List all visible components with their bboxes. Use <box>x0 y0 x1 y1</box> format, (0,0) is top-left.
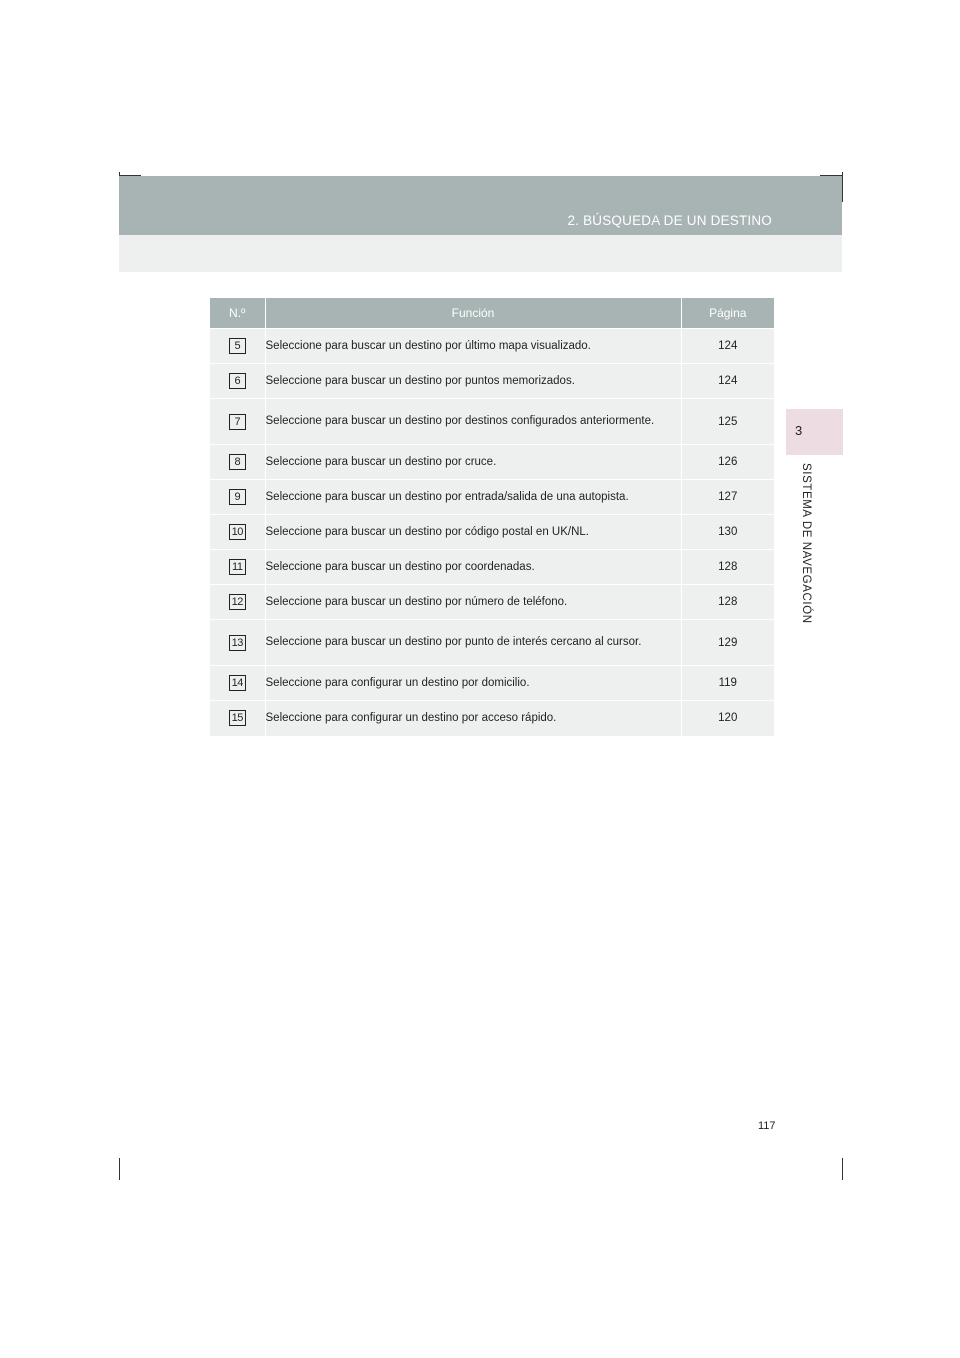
page-number: 117 <box>758 1120 776 1132</box>
item-number-box: 12 <box>229 594 246 610</box>
function-cell: Seleccione para buscar un destino por coordenadas. <box>265 550 681 585</box>
function-cell: Seleccione para configurar un destino por domicilio. <box>265 666 681 701</box>
item-number-box: 11 <box>229 559 246 575</box>
item-number-box: 9 <box>229 489 246 505</box>
section-title: 2. BÚSQUEDA DE UN DESTINO <box>567 213 772 228</box>
page-cell: 129 <box>681 620 774 666</box>
table-row <box>210 364 774 399</box>
table-row <box>210 480 774 515</box>
crop-mark <box>842 172 843 202</box>
page-cell: 128 <box>681 585 774 620</box>
table-row <box>210 445 774 480</box>
function-cell: Seleccione para buscar un destino por cruce. <box>265 445 681 480</box>
function-cell: Seleccione para buscar un destino por último mapa visualizado. <box>265 329 681 364</box>
crop-mark <box>842 1158 843 1180</box>
section-header <box>119 176 842 235</box>
table-row <box>210 399 774 445</box>
header-subband <box>119 235 842 272</box>
crop-mark <box>119 1158 120 1180</box>
header-no: N.º <box>210 298 265 329</box>
item-number-box: 5 <box>229 338 246 354</box>
chapter-number: 3 <box>795 423 803 438</box>
function-cell: Seleccione para buscar un destino por punto de interés cercano al cursor. <box>265 620 681 666</box>
page-cell: 127 <box>681 480 774 515</box>
table-header-row <box>210 298 774 329</box>
table-row <box>210 550 774 585</box>
header-page: Página <box>681 298 774 329</box>
table-row <box>210 620 774 666</box>
page-cell: 125 <box>681 399 774 445</box>
function-cell: Seleccione para configurar un destino por acceso rápido. <box>265 701 681 736</box>
page-cell: 119 <box>681 666 774 701</box>
page-cell: 128 <box>681 550 774 585</box>
function-table <box>210 298 774 736</box>
function-cell: Seleccione para buscar un destino por puntos memorizados. <box>265 364 681 399</box>
item-number-box: 14 <box>229 675 246 691</box>
chapter-label: SISTEMA DE NAVEGACIÓN <box>800 463 812 624</box>
function-cell: Seleccione para buscar un destino por entrada/salida de una autopista. <box>265 480 681 515</box>
item-number-box: 6 <box>229 373 246 389</box>
page-cell: 130 <box>681 515 774 550</box>
function-cell: Seleccione para buscar un destino por código postal en UK/NL. <box>265 515 681 550</box>
table-row <box>210 329 774 364</box>
table-row <box>210 701 774 736</box>
item-number-box: 7 <box>229 414 246 430</box>
item-number-box: 10 <box>229 524 246 540</box>
function-cell: Seleccione para buscar un destino por destinos configurados anteriormente. <box>265 399 681 445</box>
table-row <box>210 585 774 620</box>
item-number-box: 15 <box>229 710 246 726</box>
page-cell: 126 <box>681 445 774 480</box>
function-cell: Seleccione para buscar un destino por número de teléfono. <box>265 585 681 620</box>
page-cell: 120 <box>681 701 774 736</box>
table-row <box>210 515 774 550</box>
page-cell: 124 <box>681 364 774 399</box>
header-function: Función <box>265 298 681 329</box>
table-row <box>210 666 774 701</box>
chapter-tab <box>786 409 843 455</box>
item-number-box: 13 <box>229 635 246 651</box>
page-cell: 124 <box>681 329 774 364</box>
item-number-box: 8 <box>229 454 246 470</box>
